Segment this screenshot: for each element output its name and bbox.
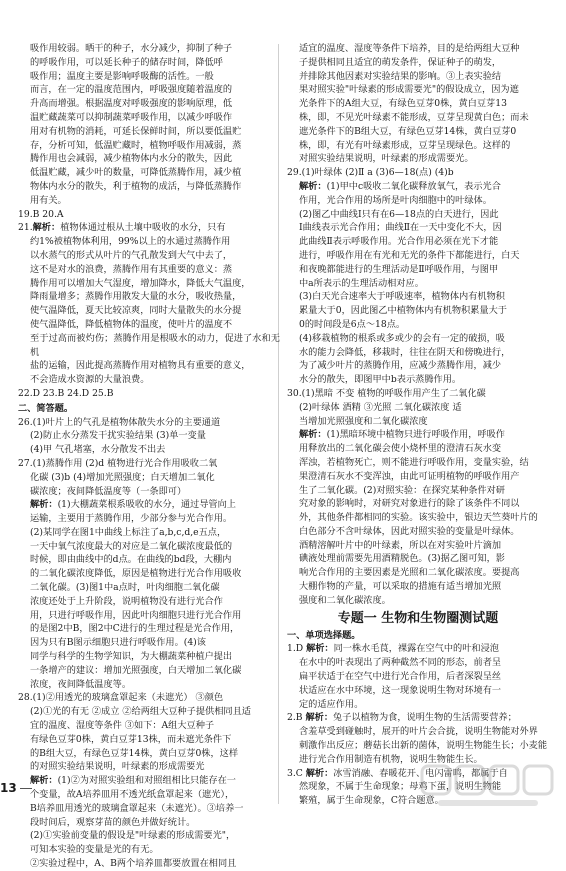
text-line: 浑浊，若植物死亡，则不能进行呼吸作用，变量实验，结 [299,456,529,468]
answer-q27-line: 化碳 (3)b (4)增加光照强度；白天增加二氧化 [30,471,215,483]
text-line: 然现象，不属于生命现象；母鸡下蛋，说明生物能 [299,781,502,793]
question-number: 21. [18,222,33,234]
text-line: (1)②为对照实验组和对照组相比只能存在一 [57,775,236,787]
analysis-label: 解析： [305,767,334,779]
text-line: 同一株水毛茛，裸露在空气中的叶和浸泡 [333,643,499,655]
question-number: 1.D [287,643,304,655]
answer-q28-line: 有绿色豆芽0株，黄白豆芽13株，而未遮光条件下 [30,733,232,745]
answer-q27-line: 碳浓度；夜间降低温度等（一条即可） [30,485,187,497]
text-line: 盐的运输，因此提高蒸腾作用对植物具有重要的意义， [30,360,251,372]
section-heading: 一、单项选择题。 [287,629,361,641]
text-line: 光条件下的A组大豆，有绿色豆芽0株，黄白豆芽13 [299,98,507,110]
text-line: 吸作用较弱。晒干的种子，水分减少，抑制了种子 [30,43,233,54]
text-line: (2)图乙中曲线Ⅰ只有在6—18点的白天进行，因此 [299,208,499,220]
text-line: 0的时间段是6点～18点。 [299,318,406,330]
text-line: 并排除其他因素对实验结果的影响。③上表实验结 [299,70,502,82]
text-line: (1)大棚蔬菜根系吸收的水分，通过导管向上 [57,499,236,511]
analysis-label: 解析： [30,499,58,511]
text-line: 以水蒸气的形式从叶片的气孔散发到大气中去了， [30,249,233,261]
text-line: 扁平状适于在空气中进行光合作用，后者深裂呈丝 [299,671,502,683]
text-line: 进行光合作用制造有机物，说明生物能生长。 [299,753,483,765]
answer-q27-line: 27.(1)蒸腾作用 (2)d 植物进行光合作用吸收二氧 [18,457,218,469]
text-line: 进行，呼吸作用在有光和无光的条件下都能进行，白天 [299,249,520,261]
analysis-label: 解析： [32,222,61,234]
text-line: (2)某同学在图1中曲线上标注了a,b,c,d,e五点， [30,526,227,538]
text-line: 这不是对水的浪费，蒸腾作用有其重要的意义：蒸 [30,263,233,275]
text-line: 大棚作物的产量，可以采取的措施有适当增加光照 [299,581,502,593]
answer-q28-line: 的B组大豆，有绿色豆芽14株，黄白豆芽0株，这样 [30,747,239,759]
text-line: 不会造成水资源的大量浪费。 [30,374,150,386]
text-line: 腾作用可以增加大气湿度，增加降水，降低大气温度， [30,277,251,289]
text-line: 植物体通过根从土壤中吸收的水分，只有 [60,222,226,234]
answer-q26-line: 26.(1)叶片上的气孔是植物体散失水分的主要通道 [18,416,221,428]
text-line: ②实验过程中，A、B两个培养皿都要放置在相同且 [30,858,237,870]
text-line: 碘液处理前需要先用酒精脱色。(3)据乙图可知，影 [299,553,505,565]
text-line: 生了二氧化碳。(2)对照实验：在探究某种条件对研 [299,484,505,496]
answer-q30-line: (2)叶绿体 酒精 ③光照 二氧化碳浓度 适 [299,401,462,413]
answer-q28-line: (2)①光的有无 ②成立 ②给两组大豆种子提供相同且适 [30,706,251,718]
answer-q28-line: 的对照实验结果说明，叶绿素的形成需要光 [30,761,205,773]
text-line: 兔子以植物为食，说明生物的生活需要营养； [333,712,517,724]
right-column [287,42,549,808]
text-line: 用对有机物的消耗，可延长保鲜时间，所以要低温贮 [30,125,242,137]
text-line: 时候，即由曲线中的d点。在曲线的bd段，大棚内 [30,554,232,566]
answer-q22-25: 22.D 23.B 24.D 25.B [18,387,114,399]
left-top-block [18,42,280,208]
text-line: 用释放出的二氧化碳会使小烧杯里的澄清石灰水变 [299,443,502,455]
text-line: 累量大于0，因此图乙中植物体内有机物积累量大于 [299,305,507,317]
text-line: 浓度还处于上升阶段，说明植物没有进行光合作 [30,595,223,607]
text-line: 遮光条件下的B组大豆，有绿色豆芽14株，黄白豆芽0 [299,125,517,137]
section-heading: 二、简答题。 [18,402,74,414]
text-line: 果澄清石灰水不变浑浊，由此可证明植物的呼吸作用产 [299,470,520,482]
text-line: 冰雪消融、春暖花开、电闪雷鸣，都属于自 [333,767,508,779]
text-line: 和夜晚都能进行的生理活动是Ⅱ呼吸作用，与图甲 [299,263,499,275]
text-line: 的是图2中B，图2中C进行的生理过程是光合作用， [30,623,240,635]
text-line: 浓度，夜间降低温度等。 [30,678,132,690]
text-line: 存，分析可知，低温贮藏时，植物呼吸作用减弱，蒸 [30,139,242,151]
text-line: 繁殖，属于生命现象，C符合题意。 [299,795,444,807]
text-line: 温贮藏蔬菜可以抑制蔬菜呼吸作用，以减少呼吸作 [30,111,233,123]
text-line: 在水中的叶表现出了两种截然不同的形态，前者呈 [299,657,502,669]
text-line: 定的适应作用。 [299,698,364,710]
text-line: 水的能力会降低，移栽时，往往在阴天和傍晚进行， [299,346,511,358]
text-line: (2)①实验前变量的假设是"叶绿素的形成需要光"， [30,830,236,842]
text-line: 子提供相同且适宜的萌发条件，保证种子的萌发， [299,56,502,68]
text-line: 降雨量增多；蒸腾作用散发大量的水分，吸收热量， [30,291,242,303]
text-line: 可知本实验的变量是光的有无。 [30,844,159,856]
text-line: 二氧化碳。(3)图1中a点时，叶肉细胞二氧化碳 [30,582,220,594]
text-line: 运输，主要用于蒸腾作用，少部分参与光合作用。 [30,513,233,525]
text-line: 酒精溶解叶片中的叶绿素，所以在对实验叶片滴加 [299,539,502,551]
text-line: 升高而增强。根据温度对呼吸强度的影响原理，低 [30,98,233,110]
analysis-label: 解析： [299,180,327,192]
answer-q26-line: (2)防止水分蒸发干扰实验结果 (3)单一变量 [30,430,206,442]
text-line: 用有关。 [30,194,67,206]
text-line: 株，即，不见光叶绿素不能形成，豆芽呈现黄白色；而未 [299,111,529,123]
text-line: 刺激作出反应；蘑菇长出新的菌体，说明生物能生长；小麦能 [299,740,548,752]
answer-q21 [18,221,280,235]
answer-q30-line: 30.(1)黑暗 不变 植物的呼吸作用产生了二氧化碳 [287,387,486,399]
q30-analysis [287,428,549,442]
answer-q26-line: (4)甲 气孔堵塞，水分散发不出去 [30,444,166,456]
text-line: 腾作用也会减弱，减少植物体内水分的散失，因此 [30,153,233,165]
text-line: 约1%被植物体利用，99%以上的水通过蒸腾作用 [30,236,231,248]
text-line: 个变量，故A培养皿用不透光纸盒罩起来（遮光）， [30,789,235,801]
text-line: 状适应在水中环境，这一现象说明生物对环境有一 [299,684,502,696]
text-line: (1)甲中c吸收二氧化碳释放氧气，表示光合 [326,180,501,192]
text-line: 水分的散失，即图甲中b表示蒸腾作用。 [299,374,462,386]
answer-q29-line: 29.(1)叶绿体 (2)Ⅱ a (3)6—18(点) (4)b [287,167,454,179]
text-line: 使气温降低，夏天比较凉爽，同时大量散失的水分提 [30,305,242,317]
text-line: 的二氧化碳浓度降低，原因是植物进行光合作用吸收 [30,568,242,580]
page-number [0,781,32,795]
text-line: B培养皿用透光的玻璃盒罩起来（未遮光）。③培养一 [30,802,244,814]
left-column [18,42,280,871]
text-line: 因为只有B图示细胞只进行呼吸作用。(4)该 [30,637,206,649]
text-line: 而言，在一定的温度范围内，呼吸强度随着温度的 [30,84,233,96]
text-line: 的呼吸作用，可以延长种子的储存时间，降低呼 [30,56,223,68]
text-line: 为了减少叶片的蒸腾作用，应减少蒸腾作用，减少 [299,360,502,372]
page-number-rule [20,788,32,789]
answer-q1 [287,642,549,656]
text-line: 同学与科学的生物学知识，为大棚蔬菜种植户提出 [30,651,233,663]
text-line: 至于过高而被灼伤；蒸腾作用是根吸水的动力，促进了水和无机 [30,332,280,358]
analysis-label: 解析： [306,643,334,655]
text-line: 果对照实验"叶绿素的形成需要光"的假设成立，因为遮 [299,84,519,96]
text-line: 段时间后，观察芽苗的颜色并做好统计。 [30,816,196,828]
text-line: 适宜的温度、湿度等条件下培养，目的是给两组大豆种 [299,43,520,54]
text-line: Ⅰ曲线表示光合作用；曲线Ⅱ在一天中变化不大，因 [299,222,502,234]
q28-analysis [18,774,280,788]
section-title: 专题一 生物和生物圈测试题 [337,610,499,626]
text-line: 对照实验结果说明，叶绿素的形成需要光。 [299,153,474,165]
text-line: 外，其他条件都相同的实验。该实验中，银边天竺葵叶片的 [299,512,538,524]
text-line: 作用，光合作用的场所是叶肉细胞中的叶绿体。 [299,194,492,206]
text-line: 中a所表示的生理活动相对应。 [299,277,424,289]
text-line: 使气温降低，降低植物体的温度，使叶片的温度不 [30,318,233,330]
text-line: 响光合作用的主要因素是光照和二氧化碳浓度。要提高 [299,567,520,579]
text-line: (3)白天光合速率大于呼吸速率，植物体内有机物积 [299,291,505,303]
text-line: 强度和二氧化碳浓度。 [299,594,391,606]
q29-analysis [287,180,549,194]
analysis-label: 解析： [299,429,327,441]
text-line: 白色部分不含叶绿体，因此对照实验的变量是叶绿体。 [299,525,520,537]
question-number: 3.C [287,767,303,779]
text-line: 一天中氧气浓度最大的对应是二氧化碳浓度最低的 [30,540,233,552]
answer-q19-20: 19.B 20.A [18,208,64,220]
answer-q28-line: 28.(1)②用透光的玻璃盒罩起来（未遮光） ③颜色 [18,692,224,704]
text-line: 低温贮藏，减少叶的数量，可降低蒸腾作用，减少植 [30,167,242,179]
text-line: 究对象的影响时，对研究对象进行的除了该条件不同以 [299,498,520,510]
q27-analysis [18,498,280,512]
text-line: 用，只进行呼吸作用，因此叶肉细胞只进行光合作用 [30,609,242,621]
answer-q2 [287,711,549,725]
text-line: 一条增产的建议：增加光照强度，白天增加二氧化碳 [30,664,242,676]
page-number-text: 13 [0,781,17,795]
text-line: 株，即，有光有叶绿素形成，豆芽呈现绿色。这样的 [299,139,511,151]
answer-q30-line: 当增加光照强度和二氧化碳浓度 [299,415,428,427]
watermark-logo-icon [418,760,558,810]
question-number: 2.B [287,712,303,724]
analysis-label: 解析： [305,712,334,724]
answer-q28-line: 宜的温度、湿度等条件 ③如下：A组大豆种子 [30,720,215,732]
text-line: 此曲线Ⅱ表示呼吸作用。光合作用必须在光下才能 [299,236,499,248]
text-line: 吸作用；温度主要是影响呼吸酶的活性。一般 [30,70,214,82]
analysis-label: 解析： [30,775,58,787]
text-line: (4)移栽植物的根系或多或少的会有一定的破损，吸 [299,332,505,344]
text-line: 含羞草受到碰触时，展开的叶片会合拢，说明生物能对外界 [299,726,538,738]
text-line: (1)黑暗环境中植物只进行呼吸作用，呼吸作 [326,429,505,441]
text-line: 物体内水分的散失，利于植物的成活，与降低蒸腾作 [30,180,242,192]
